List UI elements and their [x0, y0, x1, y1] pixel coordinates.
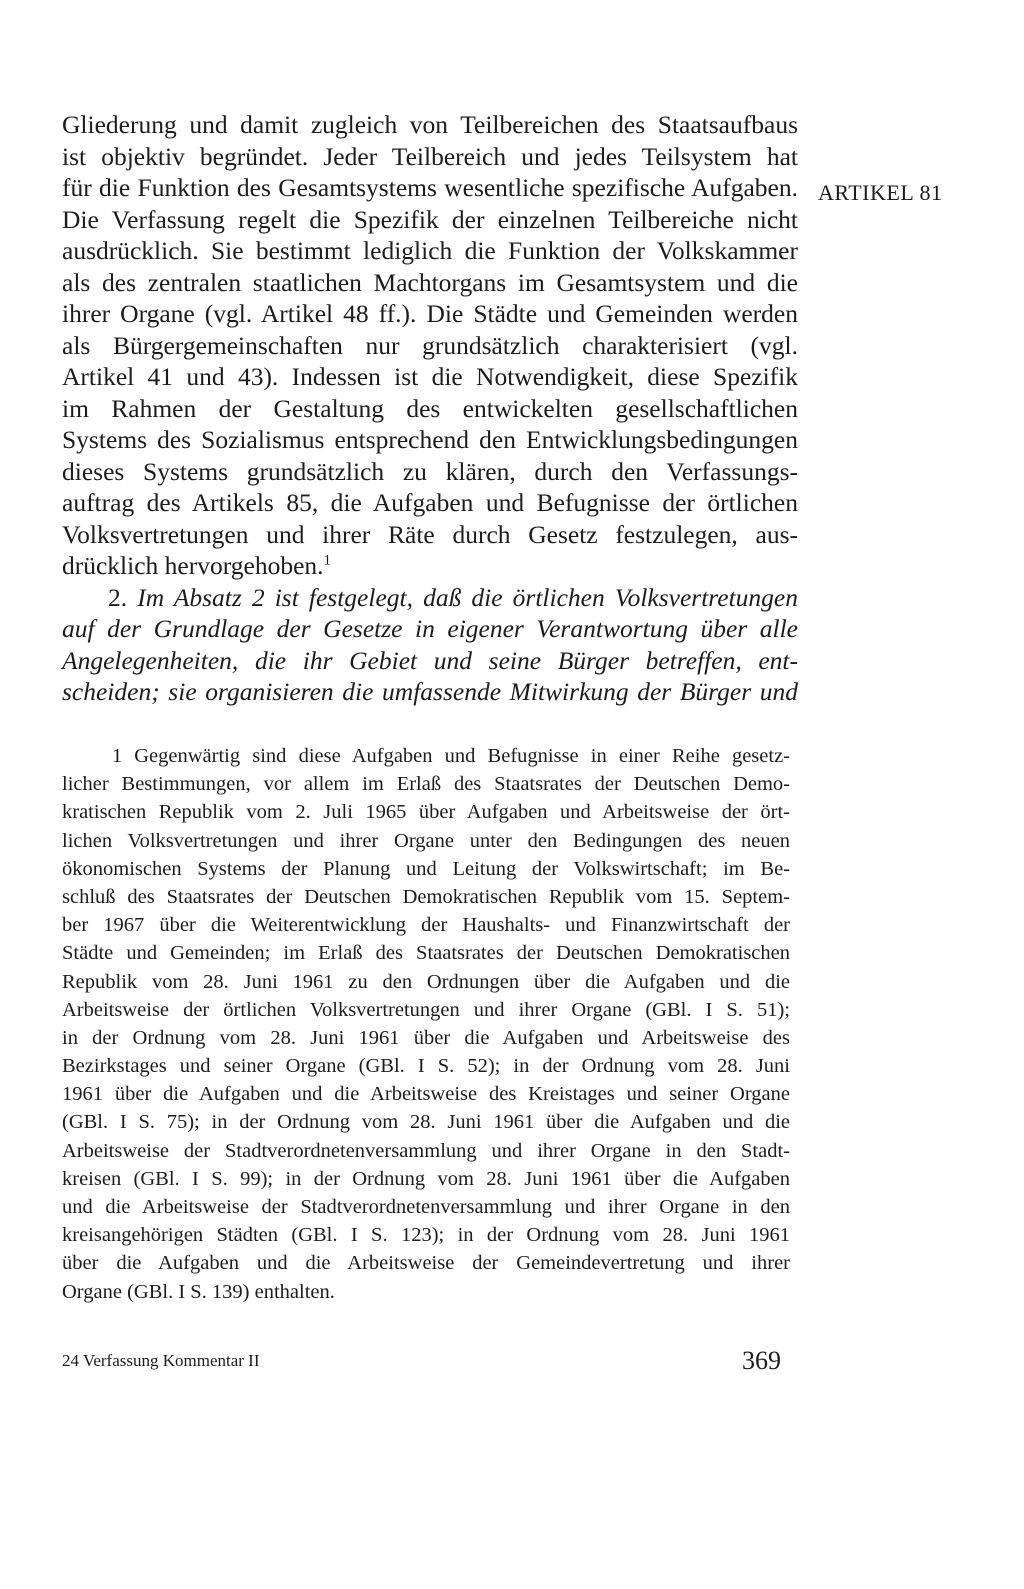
- main-text: [62, 109, 798, 708]
- footnote-last-line: Organe (GBl. I S. 139) enthalten.: [62, 1280, 335, 1303]
- section2-text: Im Absatz 2 ist festgelegt, daß die örtlichen Volksvertretungen: [137, 582, 798, 612]
- footnote-reference: 1: [323, 552, 332, 569]
- body-line: Systems des Sozialismus entsprechend den Entwicklungsbedingungen: [62, 425, 798, 454]
- body-line: dieses Systems grundsätzlich zu klären, durch den Verfassungs-: [62, 456, 798, 486]
- footnote-line: Bezirkstages und seiner Organe (GBl. I S. 52); in der Ordnung vom 28. Juni: [62, 1055, 790, 1078]
- footnote-first-line: [62, 742, 790, 770]
- section-number: 2.: [108, 582, 128, 612]
- body-line: für die Funktion des Gesamtsystems wesentliche spezifische Aufgaben.: [62, 173, 798, 202]
- signature-line: 24 Verfassung Kommentar II: [62, 1351, 260, 1370]
- footnote-line: und die Arbeitsweise der Stadtverordnetenversammlung und ihrer Organe in den: [62, 1196, 790, 1218]
- page-number: 369: [742, 1346, 781, 1375]
- footnote-line: Städte und Gemeinden; im Erlaß des Staatsrates der Deutschen Demokratischen: [62, 942, 790, 965]
- body-line: als des zentralen staatlichen Machtorgans im Gesamtsystem und die: [62, 267, 798, 297]
- footnote-line: kreisangehörigen Städten (GBl. I S. 123); in der Ordnung vom 28. Juni 1961: [62, 1224, 790, 1247]
- body-line: als Bürgergemeinschaften nur grundsätzlich charakterisiert (vgl.: [62, 330, 798, 360]
- footnote-text: Gegenwärtig sind diese Aufgaben und Befugnisse in einer Reihe gesetz-: [134, 745, 790, 767]
- footnote-line: kratischen Republik vom 2. Juli 1965 über Aufgaben und Arbeitsweise der ört-: [62, 801, 790, 824]
- body-line: ihrer Organe (vgl. Artikel 48 ff.). Die Städte und Gemeinden werden: [62, 299, 798, 328]
- body-line: ist objektiv begründet. Jeder Teilbereich und jedes Teilsystem hat: [62, 141, 798, 171]
- body-line: Artikel 41 und 43). Indessen ist die Notwendigkeit, diese Spezifik: [62, 362, 798, 391]
- footnote-line: über die Aufgaben und die Arbeitsweise der Gemeindevertretung und ihrer: [62, 1252, 790, 1275]
- body-line: Die Verfassung regelt die Spezifik der einzelnen Teilbereiche nicht: [62, 204, 798, 234]
- margin-article-label: ARTIKEL 81: [818, 180, 943, 205]
- footnote-line: ber 1967 über die Weiterentwicklung der Haushalts- und Finanzwirtschaft der: [62, 914, 790, 937]
- footnote-line: (GBl. I S. 75); in der Ordnung vom 28. Juni 1961 über die Aufgaben und die: [62, 1111, 790, 1134]
- footnote-line: in der Ordnung vom 28. Juni 1961 über die Aufgaben und Arbeitsweise des: [62, 1026, 790, 1049]
- body-line: ausdrücklich. Sie bestimmt lediglich die Funktion der Volkskammer: [62, 236, 798, 265]
- footnote-line: kreisen (GBl. I S. 99); in der Ordnung vom 28. Juni 1961 über die Aufgaben: [62, 1167, 790, 1190]
- footnote-line: Republik vom 28. Juni 1961 zu den Ordnungen über die Aufgaben und die: [62, 970, 790, 993]
- body-line: Volksvertretungen und ihrer Räte durch Gesetz festzulegen, aus-: [62, 519, 798, 549]
- body-last-line: [62, 550, 798, 582]
- section2-line: auf der Grundlage der Gesetze in eigener Verantwortung über alle: [62, 614, 798, 643]
- body-line: Gliederung und damit zugleich von Teilbereichen des Staatsaufbaus: [62, 110, 798, 139]
- section2-line: scheiden; sie organisieren die umfassende Mitwirkung der Bürger und: [62, 677, 798, 706]
- section2-line: Angelegenheiten, die ihr Gebiet und seine Bürger betreffen, ent-: [62, 645, 798, 675]
- footnote-line: Arbeitsweise der örtlichen Volksvertretungen und ihrer Organe (GBl. I S. 51);: [62, 998, 790, 1021]
- footnote-line: lichen Volksvertretungen und ihrer Organe unter den Bedingungen des neuen: [62, 829, 790, 852]
- footnote-number: 1: [112, 745, 123, 767]
- section2-first-line: [62, 582, 798, 614]
- footnote-line: ökonomischen Systems der Planung und Leitung der Volkswirtschaft; im Be-: [62, 857, 790, 880]
- footnote-line: Arbeitsweise der Stadtverordnetenversammlung und ihrer Organe in den Stadt-: [62, 1139, 790, 1162]
- body-line: im Rahmen der Gestaltung des entwickelten gesellschaftlichen: [62, 393, 798, 423]
- footnote-line: schluß des Staatsrates der Deutschen Demokratischen Republik vom 15. Septem-: [62, 885, 790, 908]
- footnote-block: [62, 742, 790, 1306]
- footnote-line: licher Bestimmungen, vor allem im Erlaß des Staatsrates der Deutschen Demo-: [62, 773, 790, 796]
- footnote-line: 1961 über die Aufgaben und die Arbeitsweise des Kreistages und seiner Organe: [62, 1083, 790, 1106]
- body-line: auftrag des Artikels 85, die Aufgaben und Befugnisse der örtlichen: [62, 488, 798, 517]
- body-last-text: drücklich hervorgehoben.: [62, 551, 324, 580]
